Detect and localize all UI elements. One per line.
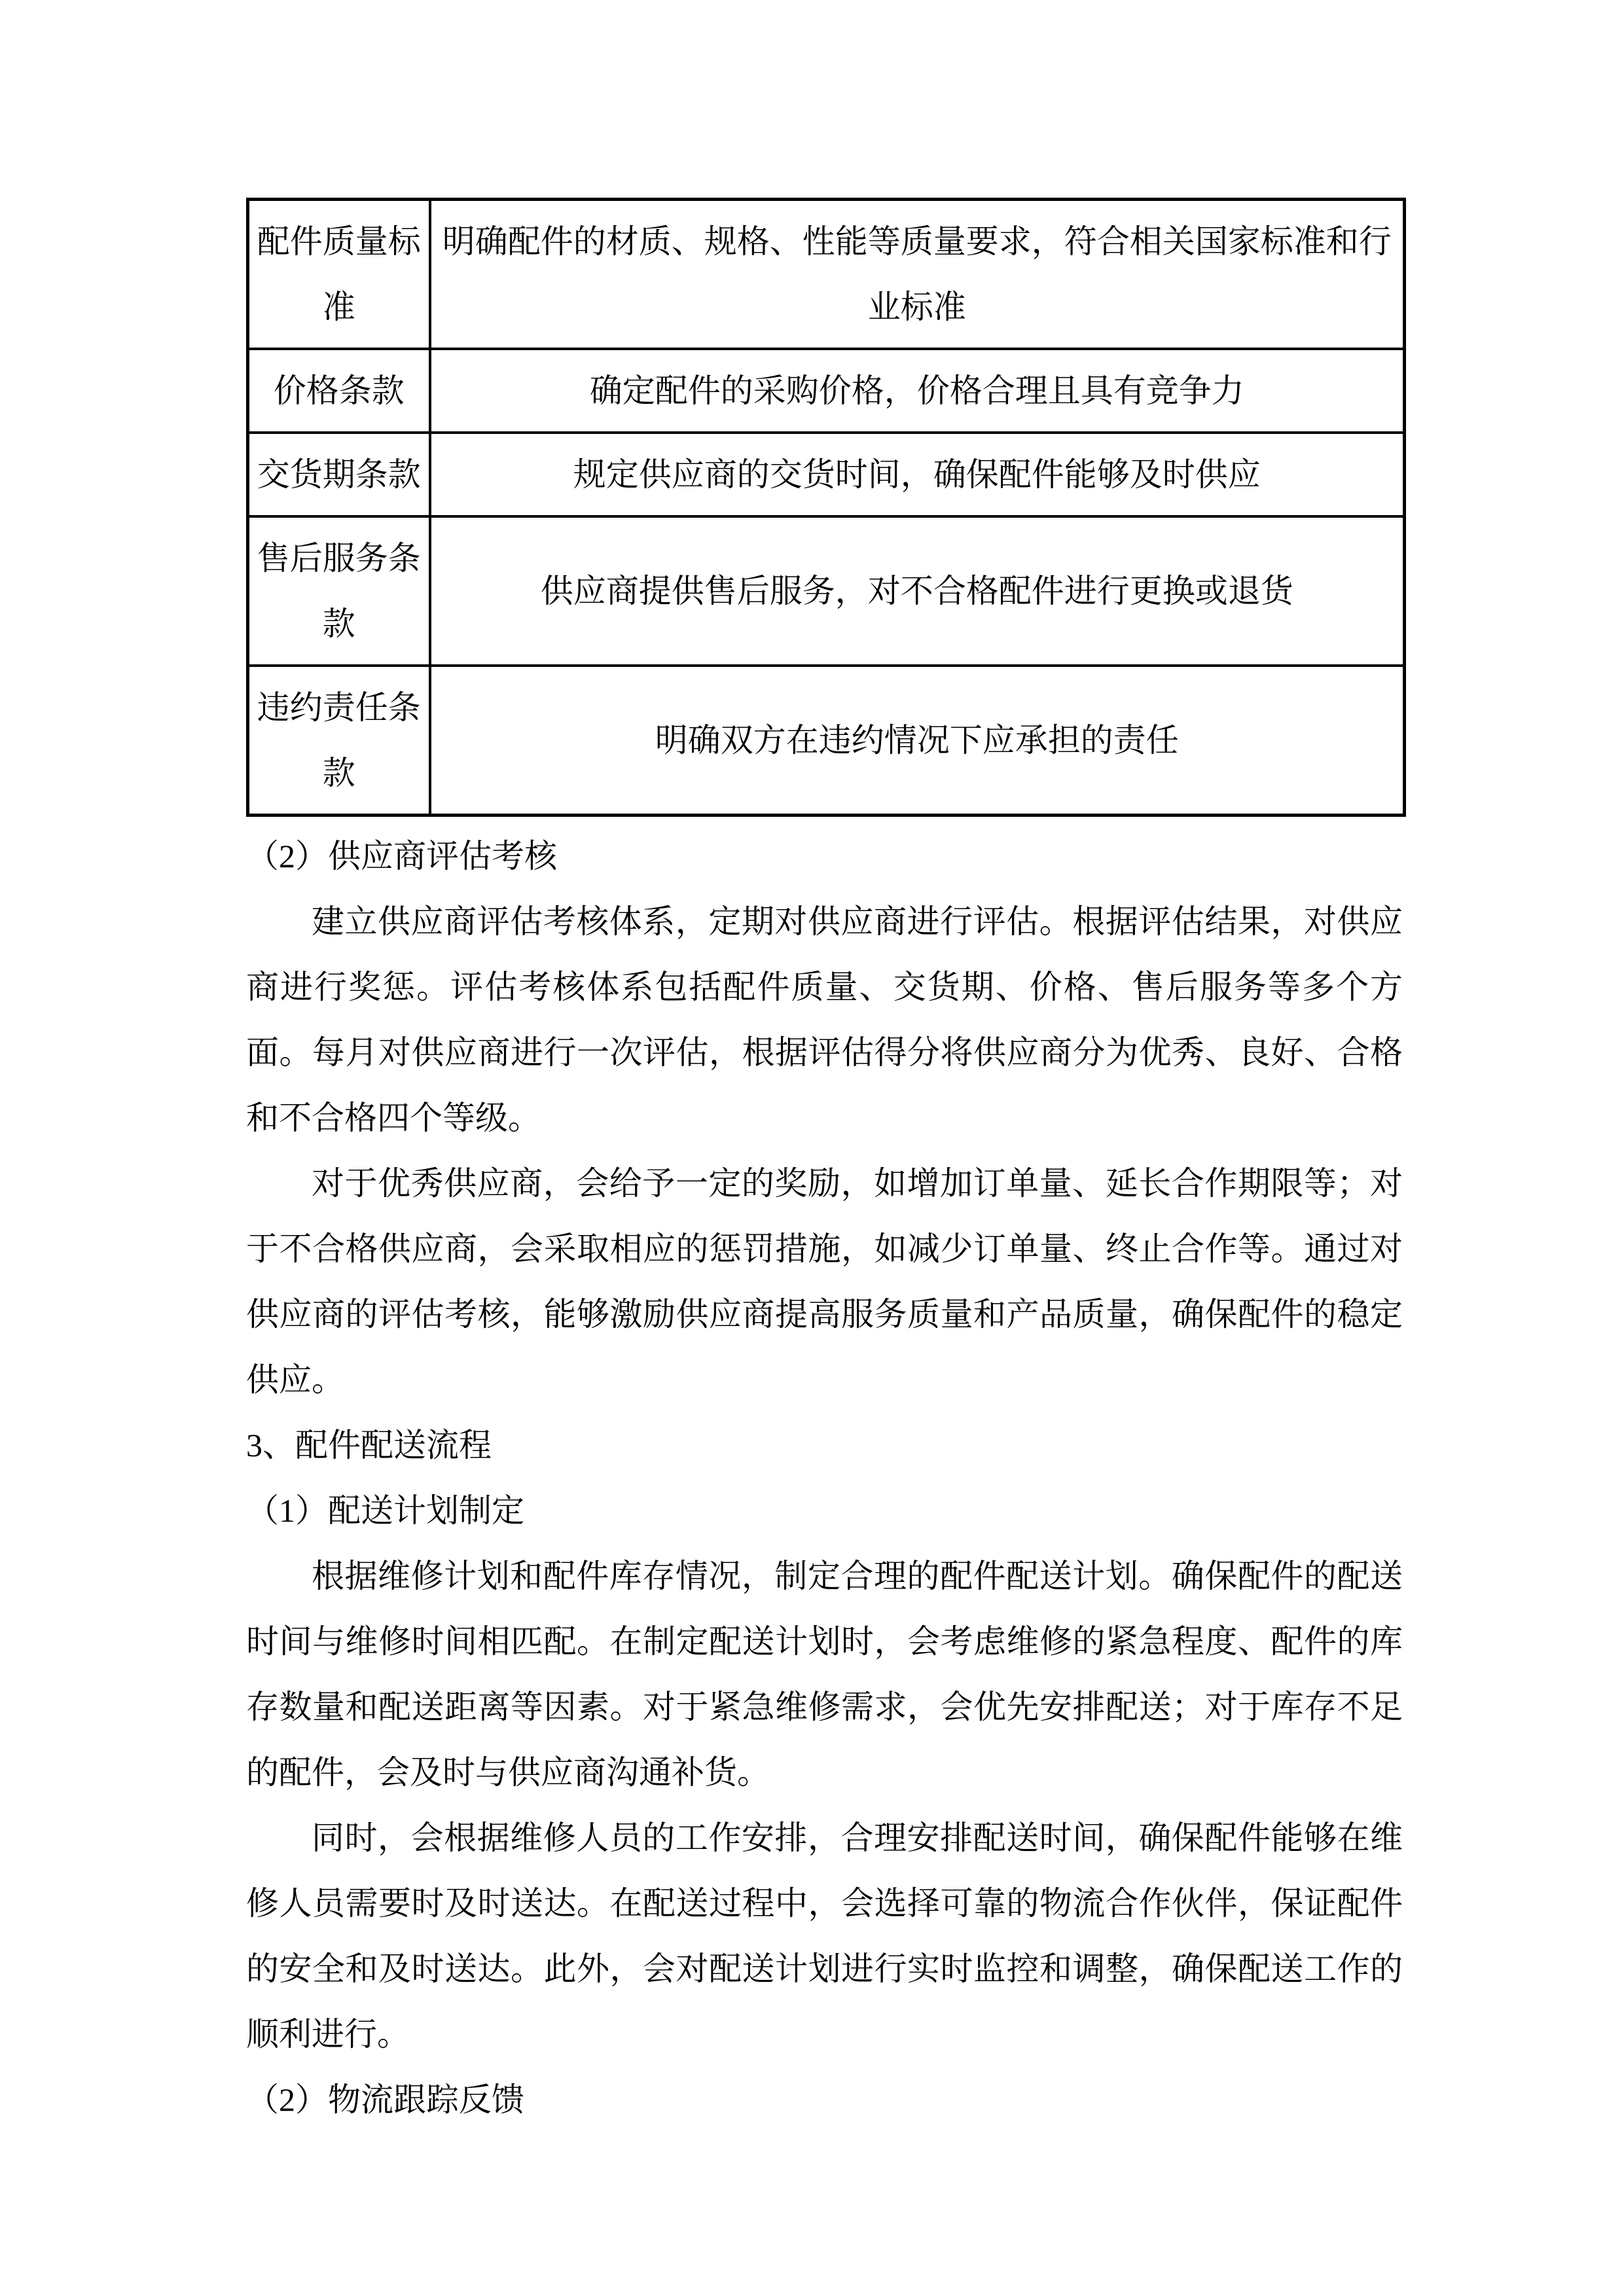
row-label: 售后服务条款 — [248, 516, 430, 666]
row-content: 明确配件的材质、规格、性能等质量要求，符合相关国家标准和行业标准 — [430, 200, 1405, 350]
table-row — [248, 666, 1405, 816]
paragraph-delivery-timing: 同时，会根据维修人员的工作安排，合理安排配送时间，确保配件能够在维修人员需要时及时送达。在配送过程中，会选择可靠的物流合作伙伴，保证配件的安全和及时送达。此外，会对配送计划进行实时监控和调整，确保配送工作的顺利进行。 — [246, 1820, 1403, 2053]
paragraph-reward-punishment: 对于优秀供应商，会给予一定的奖励，如增加订单量、延长合作期限等；对于不合格供应商，会采取相应的惩罚措施，如减少订单量、终止合作等。通过对供应商的评估考核，能够激励供应商提高服务质量和产品质量，确保配件的稳定供应。 — [246, 1165, 1403, 1398]
paragraph-evaluation-system: 建立供应商评估考核体系，定期对供应商进行评估。根据评估结果，对供应商进行奖惩。评估考核体系包括配件质量、交货期、价格、售后服务等多个方面。每月对供应商进行一次评估，根据评估得分将供应商分为优秀、良好、合格和不合格四个等级。 — [246, 903, 1403, 1136]
body-text — [246, 823, 1403, 2132]
row-content: 明确双方在违约情况下应承担的责任 — [430, 666, 1405, 816]
row-content: 确定配件的采购价格，价格合理且具有竞争力 — [430, 349, 1405, 433]
contract-terms-table — [246, 198, 1406, 817]
table-row — [248, 200, 1405, 350]
row-label: 配件质量标准 — [248, 200, 430, 350]
document-content — [246, 198, 1403, 2132]
section-heading-delivery-plan: （1）配送计划制定 — [246, 1492, 524, 1529]
section-heading-delivery-process: 3、配件配送流程 — [246, 1427, 492, 1463]
table-row — [248, 349, 1405, 433]
row-label: 交货期条款 — [248, 433, 430, 516]
row-label: 违约责任条款 — [248, 666, 430, 816]
section-heading-supplier-evaluation: （2）供应商评估考核 — [246, 838, 557, 874]
row-content: 供应商提供售后服务，对不合格配件进行更换或退货 — [430, 516, 1405, 666]
section-heading-logistics-tracking: （2）物流跟踪反馈 — [246, 2081, 524, 2118]
table-row — [248, 516, 1405, 666]
row-content: 规定供应商的交货时间，确保配件能够及时供应 — [430, 433, 1405, 516]
row-label: 价格条款 — [248, 349, 430, 433]
table-row — [248, 433, 1405, 516]
paragraph-delivery-plan: 根据维修计划和配件库存情况，制定合理的配件配送计划。确保配件的配送时间与维修时间相匹配。在制定配送计划时，会考虑维修的紧急程度、配件的库存数量和配送距离等因素。对于紧急维修需求，会优先安排配送；对于库存不足的配件，会及时与供应商沟通补货。 — [246, 1558, 1403, 1791]
